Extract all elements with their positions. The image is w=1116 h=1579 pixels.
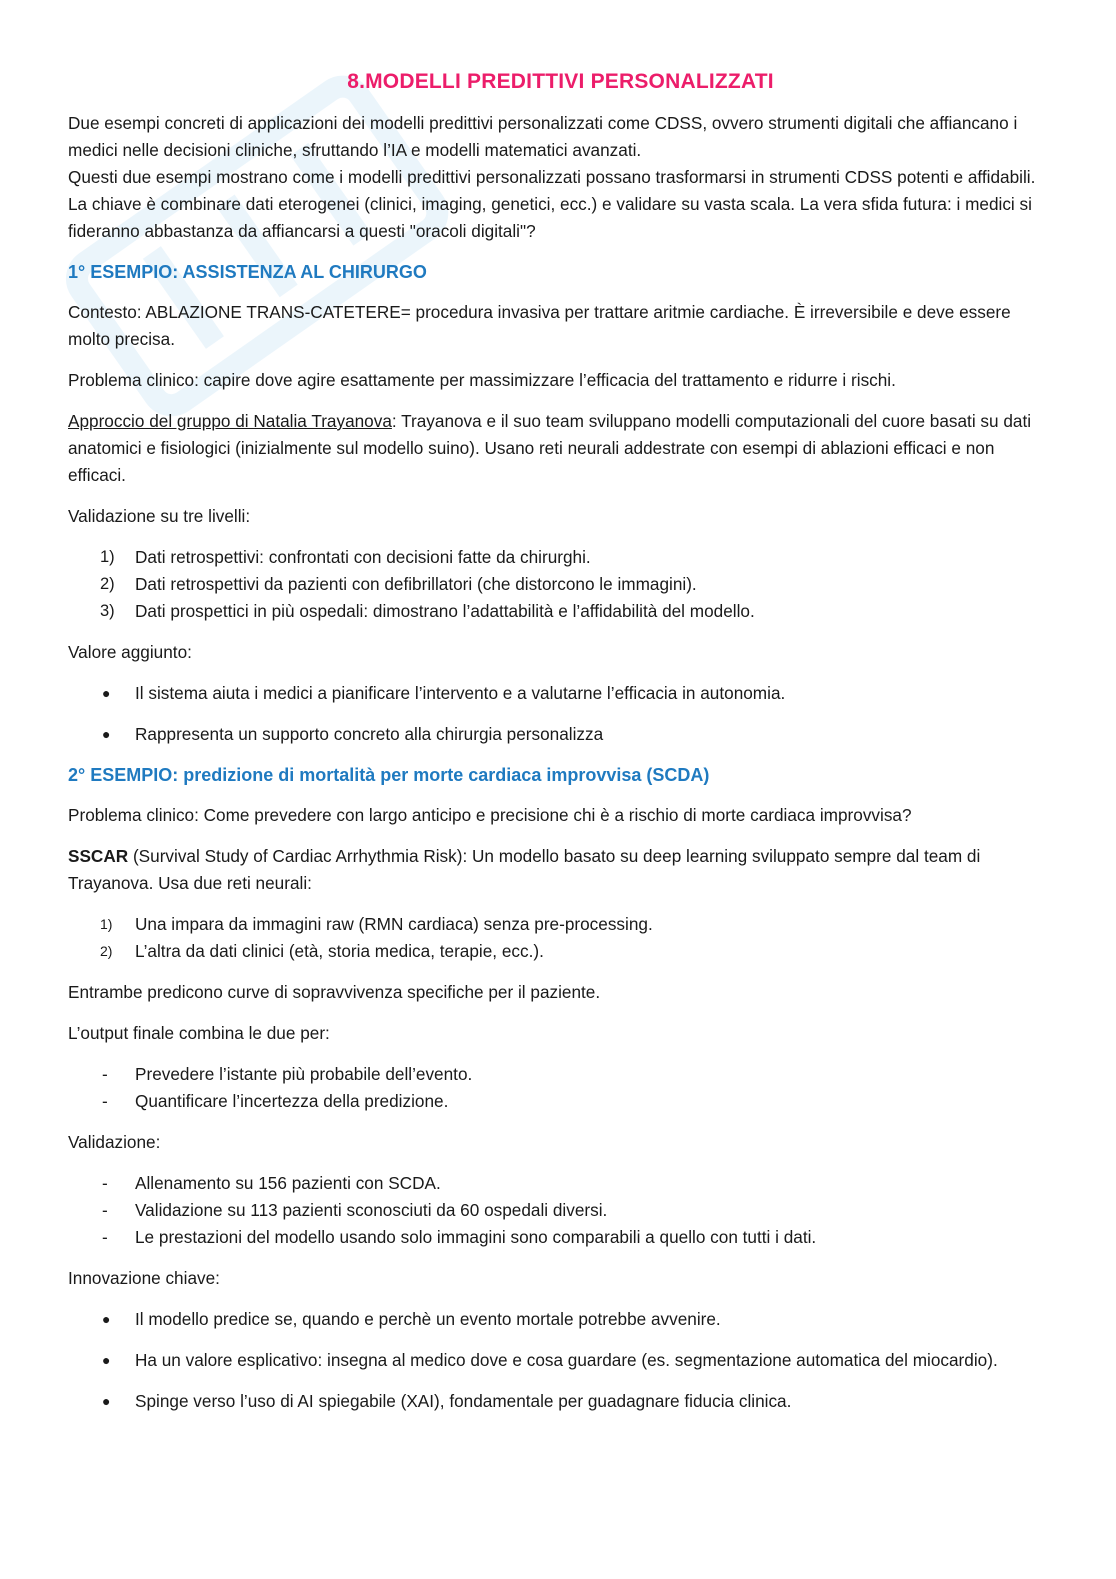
list-item: ● Il sistema aiuta i medici a pianificare l’intervento e a valutarne l’efficacia in autonomia. [68,680,1053,707]
list-item: 2) Dati retrospettivi da pazienti con defibrillatori (che distorcono le immagini). [100,574,697,594]
example2-network-list [68,911,1053,965]
example1-validation-intro: Validazione su tre livelli: [68,506,251,526]
list-item: - Prevedere l’istante più probabile dell’evento. [102,1064,473,1084]
sscar-text: (Survival Study of Cardiac Arrhythmia Risk): Un modello basato su deep learning sviluppato sempre dal team di Trayanova. Usa due reti neurali: [68,846,981,893]
bullet-icon: ● [102,1352,111,1368]
example1-approach [68,408,1053,489]
example2-heading: 2° ESEMPIO: predizione di mortalità per morte cardiaca improvvisa (SCDA) [68,765,710,785]
example2-validation-intro: Validazione: [68,1132,161,1152]
list-item: ● Ha un valore esplicativo: insegna al medico dove e cosa guardare (es. segmentazione automatica del miocardio). [68,1347,1053,1374]
example1-context: Contesto: ABLAZIONE TRANS-CATETERE= procedura invasiva per trattare aritmie cardiache. È irreversibile e deve essere molto precisa. [68,302,1011,349]
bullet-icon: ● [102,1393,111,1409]
example2-problem: Problema clinico: Come prevedere con largo anticipo e precisione chi è a rischio di morte cardiaca improvvisa? [68,805,912,825]
list-item: ● Spinge verso l’uso di AI spiegabile (XAI), fondamentale per guadagnare fiducia clinica. [68,1388,1053,1415]
page-title: 8.MODELLI PREDITTIVI PERSONALIZZATI [347,70,774,93]
list-item: ● Il modello predice se, quando e perchè un evento mortale potrebbe avvenire. [68,1306,1053,1333]
list-item: - Quantificare l’incertezza della predizione. [102,1091,449,1111]
list-item: 1) Dati retrospettivi: confrontati con decisioni fatte da chirurghi. [100,547,591,567]
example2-both: Entrambe predicono curve di sopravvivenza specifiche per il paziente. [68,982,601,1002]
bullet-icon: ● [102,726,111,742]
example2-output-list [68,1061,1053,1115]
example2-output-intro: L’output finale combina le due per: [68,1023,330,1043]
example2-validation-list [68,1170,1053,1251]
list-item: - Validazione su 113 pazienti sconosciuti da 60 ospedali diversi. [102,1200,608,1220]
bullet-icon: ● [102,685,111,701]
intro-paragraph-1: Due esempi concreti di applicazioni dei modelli predittivi personalizzati come CDSS, ovvero strumenti digitali che affiancano i medici nelle decisioni cliniche, sfruttando l’IA e modelli matematici avanzati. [68,113,1018,160]
list-item: 1) Una impara da immagini raw (RMN cardiaca) senza pre-processing. [100,914,653,934]
list-item: - Allenamento su 156 pazienti con SCDA. [102,1173,441,1193]
example2-innovation-list [68,1306,1053,1415]
example1-validation-list [68,544,1053,625]
example1-value-intro: Valore aggiunto: [68,642,192,662]
list-item: ● Rappresenta un supporto concreto alla chirurgia personalizza [68,721,1053,748]
list-item: 3) Dati prospettici in più ospedali: dimostrano l’adattabilità e l’affidabilità del modello. [100,601,755,621]
example1-problem: Problema clinico: capire dove agire esattamente per massimizzare l’efficacia del trattamento e ridurre i rischi. [68,370,896,390]
document-content [68,70,1053,1429]
example1-value-list [68,680,1053,748]
bullet-icon: ● [102,1311,111,1327]
example1-heading: 1° ESEMPIO: ASSISTENZA AL CHIRURGO [68,262,427,282]
example2-sscar [68,843,1053,897]
intro-paragraph-2: Questi due esempi mostrano come i modelli predittivi personalizzati possano trasformarsi in strumenti CDSS potenti e affidabili. La chiave è combinare dati eterogenei (clinici, imaging, genetici, ecc.) e validare su vasta scala. La vera sfida futura: i medici si fideranno abbastanza da affiancarsi a questi "oracoli digitali"? [68,167,1036,241]
list-item: 2) L’altra da dati clinici (età, storia medica, terapie, ecc.). [100,941,544,961]
approach-text: : Trayanova e il suo team sviluppano modelli computazionali del cuore basati su dati anatomici e fisiologici (inizialmente sul modello suino). Usano reti neurali addestrate con esempi di ablazioni efficaci e non efficaci. [68,411,1032,485]
list-item: - Le prestazioni del modello usando solo immagini sono comparabili a quello con tutti i dati. [102,1227,817,1247]
approach-label: Approccio del gruppo di Natalia Trayanova [68,411,392,431]
sscar-label: SSCAR [68,846,129,866]
example2-innovation-intro: Innovazione chiave: [68,1268,220,1288]
